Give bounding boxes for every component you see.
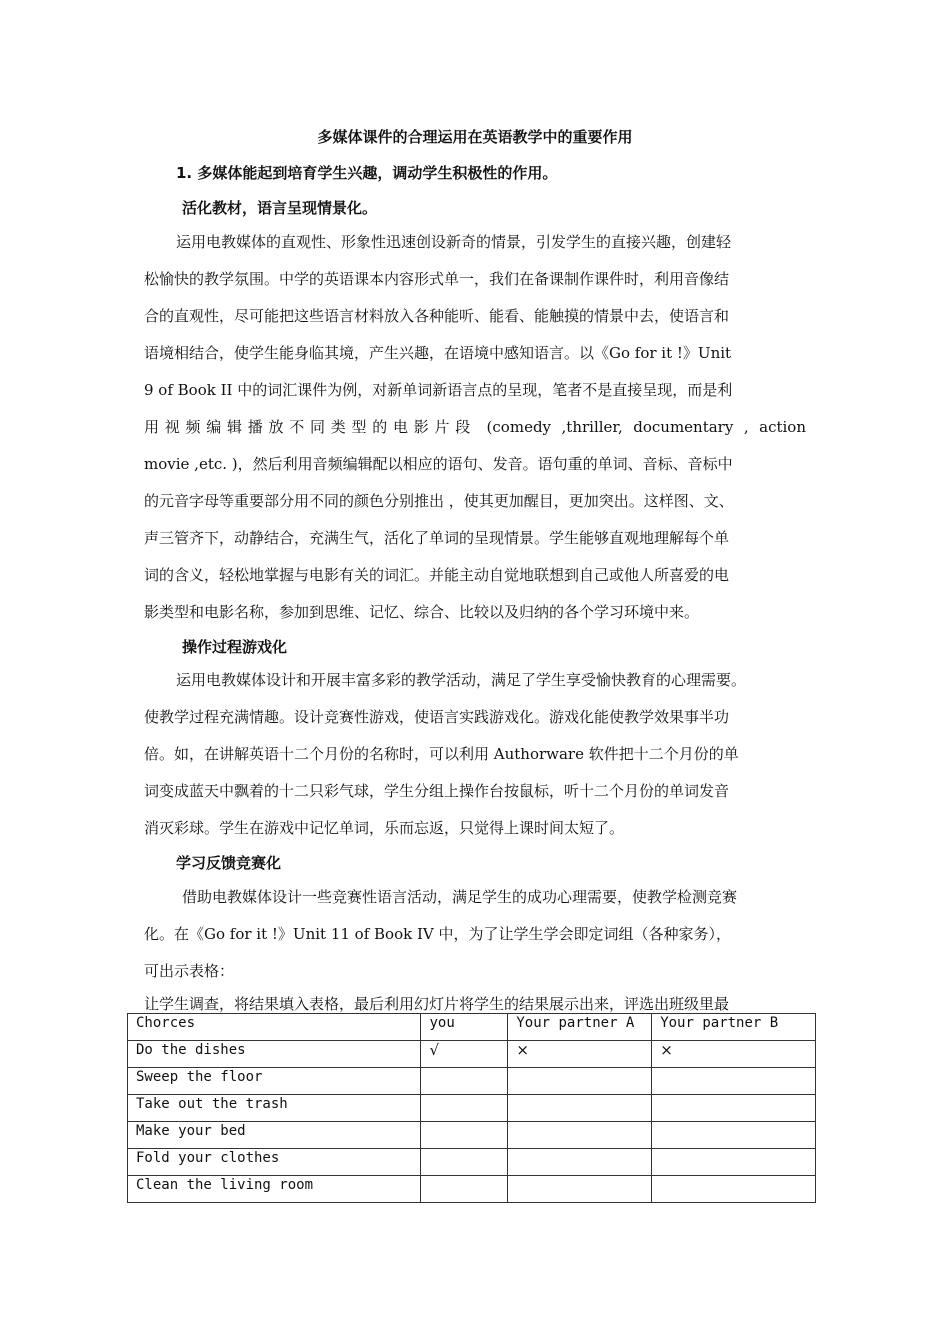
paragraph-line: 词变成蓝天中飘着的十二只彩气球，学生分组上操作台按鼠标，听十二个月份的单词发音 [144, 782, 730, 800]
answer-cell [421, 1095, 508, 1122]
cross-mark-icon: × [508, 1041, 652, 1068]
chore-cell: Fold your clothes [128, 1149, 421, 1176]
chores-table [127, 1013, 816, 1203]
paragraph-line: 让学生调查，将结果填入表格，最后利用幻灯片将学生的结果展示出来，评选出班级里最 [144, 995, 730, 1013]
table-header-row [128, 1014, 816, 1041]
chore-cell: Do the dishes [128, 1041, 421, 1068]
section-heading-1: 1. 多媒体能起到培育学生兴趣，调动学生积极性的作用。 [176, 164, 558, 182]
paragraph-line: 影类型和电影名称，参加到思维、记忆、综合、比较以及归纳的各个学习环境中来。 [144, 603, 700, 621]
paragraph-line: movie ,etc. )，然后利用音频编辑配以相应的语句、发音。语句重的单词、音标、音标中 [144, 455, 733, 473]
answer-cell [652, 1176, 816, 1203]
paragraph-line: 词的含义，轻松地掌握与电影有关的词汇。并能主动自觉地联想到自己或他人所喜爱的电 [144, 566, 730, 584]
paragraph-line: 可出示表格： [144, 962, 235, 980]
paragraph-line: 9 of Book II 中的词汇课件为例，对新单词新语言点的呈现，笔者不是直接呈现，而是利 [144, 381, 733, 399]
answer-cell [421, 1176, 508, 1203]
answer-cell [508, 1122, 652, 1149]
chore-cell: Make your bed [128, 1122, 421, 1149]
answer-cell [421, 1149, 508, 1176]
paragraph-line: 合的直观性，尽可能把这些语言材料放入各种能听、能看、能触摸的情景中去，使语言和 [144, 307, 730, 325]
paragraph-line: 使教学过程充满情趣。设计竞赛性游戏，使语言实践游戏化。游戏化能使教学效果事半功 [144, 708, 730, 726]
check-mark-icon: √ [421, 1041, 508, 1068]
answer-cell [652, 1122, 816, 1149]
paragraph-line: 借助电教媒体设计一些竞赛性语言活动，满足学生的成功心理需要，使教学检测竞赛 [182, 888, 738, 906]
answer-cell [508, 1149, 652, 1176]
chore-cell: Clean the living room [128, 1176, 421, 1203]
answer-cell [421, 1122, 508, 1149]
paragraph-line: 用视频编辑播放不同类型的电影片段 (comedy ,thriller, documentary , action [144, 418, 806, 436]
answer-cell [652, 1068, 816, 1095]
chore-cell: Sweep the floor [128, 1068, 421, 1095]
cross-mark-icon: × [652, 1041, 816, 1068]
subheading-gamification: 操作过程游戏化 [182, 638, 288, 656]
paragraph-line: 运用电教媒体的直观性、形象性迅速创设新奇的情景，引发学生的直接兴趣，创建轻 [176, 233, 732, 251]
paragraph-line: 化。在《Go for it !》Unit 11 of Book IV 中，为了让学生学会即定词组（各种家务）， [144, 925, 731, 943]
answer-cell [421, 1068, 508, 1095]
table-row [128, 1095, 816, 1122]
paragraph-line: 消灭彩球。学生在游戏中记忆单词，乐而忘返，只觉得上课时间太短了。 [144, 819, 625, 837]
table-row [128, 1041, 816, 1068]
paragraph-line: 运用电教媒体设计和开展丰富多彩的教学活动，满足了学生享受愉快教育的心理需要。 [176, 671, 747, 689]
paragraph-line: 倍。如，在讲解英语十二个月份的名称时，可以利用 Authorware 软件把十二个月份的单 [144, 745, 739, 763]
paragraph-line: 松愉快的教学氛围。中学的英语课本内容形式单一，我们在备课制作课件时，利用音像结 [144, 270, 730, 288]
header-cell: Chorces [128, 1014, 421, 1041]
subheading-situational: 活化教材，语言呈现情景化。 [182, 199, 378, 217]
paragraph-line: 语境相结合，使学生能身临其境，产生兴趣，在语境中感知语言。以《Go for it !》Unit [144, 344, 732, 362]
table-row [128, 1068, 816, 1095]
paragraph-line: 声三管齐下，动静结合，充满生气，活化了单词的呈现情景。学生能够直观地理解每个单 [144, 529, 730, 547]
subheading-competition: 学习反馈竞赛化 [176, 854, 282, 872]
answer-cell [508, 1176, 652, 1203]
table-row [128, 1149, 816, 1176]
header-cell: Your partner B [652, 1014, 816, 1041]
document-title: 多媒体课件的合理运用在英语教学中的重要作用 [317, 128, 633, 146]
answer-cell [508, 1068, 652, 1095]
answer-cell [508, 1095, 652, 1122]
chore-cell: Take out the trash [128, 1095, 421, 1122]
header-cell: you [421, 1014, 508, 1041]
table-row [128, 1122, 816, 1149]
paragraph-line: 的元音字母等重要部分用不同的颜色分别推出 ，使其更加醒目，更加突出。这样图、文、 [144, 492, 734, 510]
header-cell: Your partner A [508, 1014, 652, 1041]
answer-cell [652, 1149, 816, 1176]
answer-cell [652, 1095, 816, 1122]
table-row [128, 1176, 816, 1203]
